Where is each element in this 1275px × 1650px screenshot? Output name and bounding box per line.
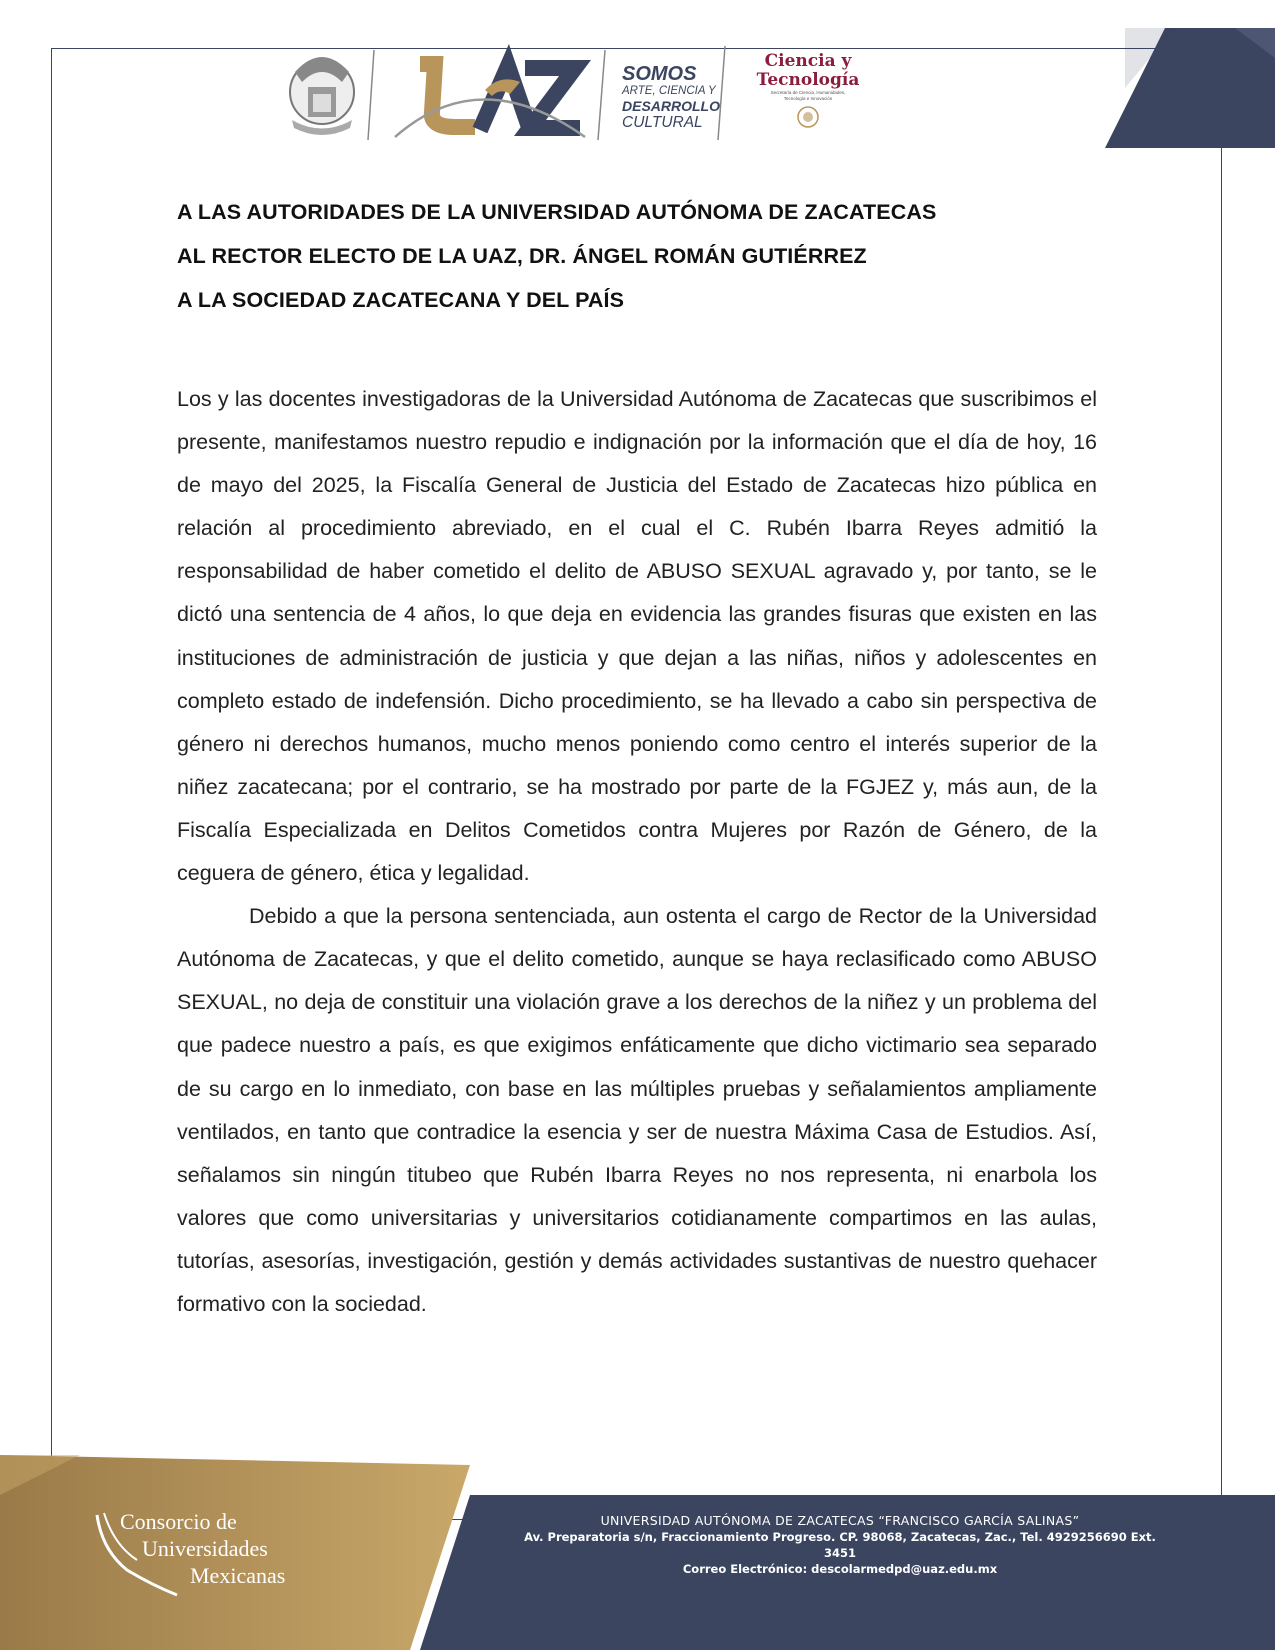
ciencia-line1: Ciencia y [764, 51, 852, 71]
footer-email: Correo Electrónico: descolarmedpd@uaz.edu.mx [682, 1562, 998, 1576]
heading-2: AL RECTOR ELECTO DE LA UAZ, DR. ÁNGEL ROMÁN GUTIÉRREZ [177, 244, 867, 268]
university-seal-icon [290, 57, 354, 135]
consorcio-line3: Mexicanas [190, 1563, 286, 1588]
footer-university: UNIVERSIDAD AUTÓNOMA DE ZACATECAS “FRANCISCO GARCÍA SALINAS” [600, 1513, 1080, 1528]
paragraph-2: Debido a que la persona sentenciada, aun ostenta el cargo de Rector de la Universidad Autónoma de Zacatecas, y que el delito cometido, aunque se haya reclasificado como ABUSO SEXUAL, no deja de constituir una violación grave a los derechos de la niñez y un problema del que padece nuestro a país, es que exigimos enfáticamente que dicho victimario sea separado de su cargo en lo inmediato, con base en las múltiples pruebas y señalamientos ampliamente ventilados, en tanto que contradice la esencia y ser de nuestra Máxima Casa de Estudios. Así, señalamos sin ningún titubeo que Rubén Ibarra Reyes no nos representa, ni enarbola los valores que como universitarias y universitarios cotidianamente compartimos en las aulas, tutorías, asesorías, investigación, gestión y demás actividades sustantivas de nuestro quehacer formativo con la sociedad. [177, 904, 1097, 1316]
ciencia-subtitle2: Tecnología e Innovación [783, 96, 833, 101]
paragraph-1: Los y las docentes investigadoras de la Universidad Autónoma de Zacatecas que suscribimos el presente, manifestamos nuestro repudio e indignación por la información que el día de hoy, 16 de mayo del 2025, la Fiscalía General de Justicia del Estado de Zacatecas hizo pública en relación al procedimiento abreviado, en el cual el C. Rubén Ibarra Reyes admitió la responsabilidad de haber cometido el delito de ABUSO SEXUAL agravado y, por tanto, se le dictó una sentencia de 4 años, lo que deja en evidencia las grandes fisuras que existen en las instituciones de administración de justicia y que dejan a las niñas, niños y adolescentes en completo estado de indefensión. Dicho procedimiento, se ha llevado a cabo sin perspectiva de género ni derechos humanos, mucho menos poniendo como centro el interés superior de la niñez zacatecana; por el contrario, se ha mostrado por parte de la FGJEZ y, más aun, de la Fiscalía Especializada en Delitos Cometidos contra Mujeres por Razón de Género, de la ceguera de género, ética y legalidad. [177, 387, 1097, 886]
somos-line3: DESARROLLO [622, 98, 720, 114]
footer-address: Av. Preparatoria s/n, Fraccionamiento Progreso. CP. 98068, Zacatecas, Zac., Tel. 4929256690 Ext. 3451 [524, 1530, 1156, 1560]
ciencia-subtitle1: Secretaría de Ciencia, Humanidades, [770, 90, 846, 95]
heading-1: A LAS AUTORIDADES DE LA UNIVERSIDAD AUTÓNOMA DE ZACATECAS [177, 200, 937, 224]
consorcio-line2: Universidades [142, 1536, 268, 1561]
uaz-logo [395, 64, 585, 137]
somos-logo [622, 64, 727, 132]
top-corner-decoration [1105, 28, 1275, 158]
ciencia-line2: Tecnología [756, 70, 860, 90]
mexico-shield-icon [796, 105, 820, 129]
somos-line4: CULTURAL [622, 114, 703, 131]
consorcio-text [120, 1508, 285, 1589]
ciencia-logo [748, 52, 868, 134]
letter-body [177, 378, 1097, 1326]
somos-line1: SOMOS [622, 63, 697, 85]
heading-3: A LA SOCIEDAD ZACATECANA Y DEL PAÍS [177, 288, 625, 312]
footer-contact [520, 1512, 1160, 1577]
somos-line2: ARTE, CIENCIA Y [622, 85, 716, 97]
addressee-headings [177, 190, 1097, 322]
consorcio-line1: Consorcio de [120, 1509, 237, 1534]
